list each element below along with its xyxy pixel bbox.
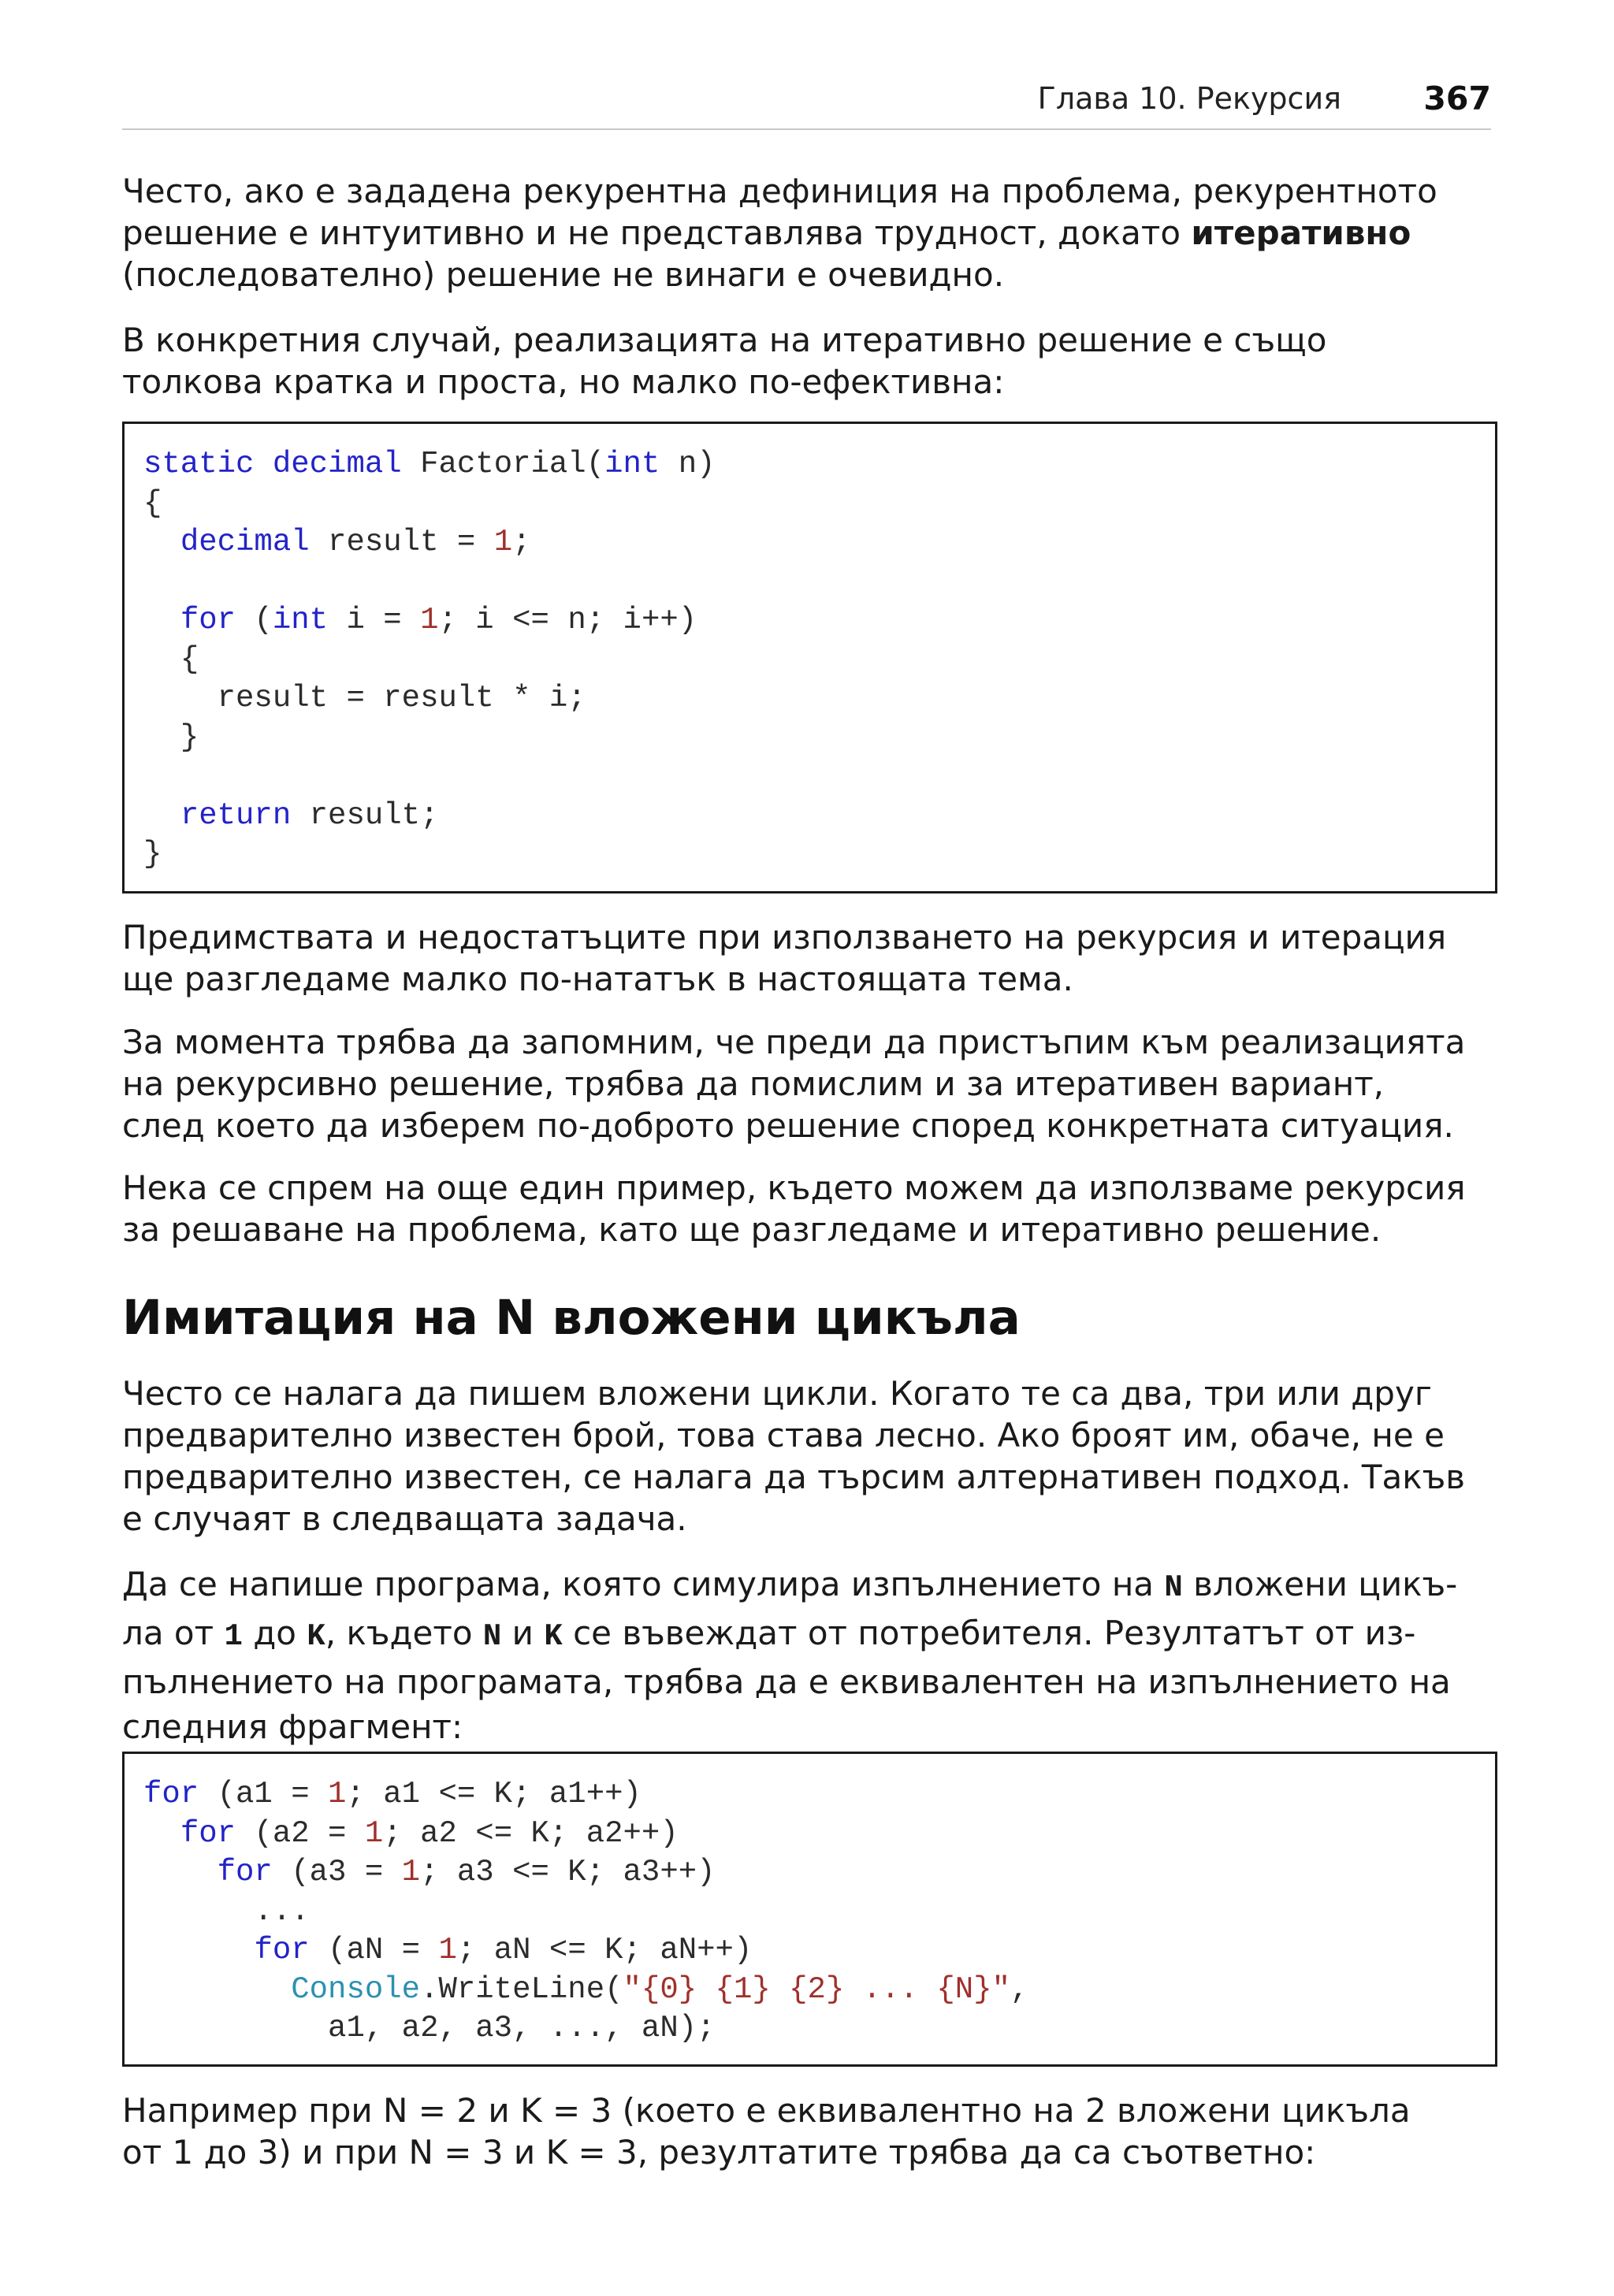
text-line: Например при N = 2 и K = 3 (което е еквивалентно на 2 вложени цикъла	[122, 2091, 1411, 2130]
paragraph-iterative-intro	[122, 319, 1491, 403]
chapter-title: Глава 10. Рекурсия	[1037, 81, 1341, 116]
code-line: {	[180, 641, 199, 677]
paragraph-nested-loops	[122, 1373, 1491, 1540]
code-block-factorial	[122, 422, 1497, 894]
text-line: Нека се спрем на още един пример, където можем да използваме рекурсия	[122, 1168, 1466, 1207]
text-line: В конкретния случай, реализацията на итеративно решение е също	[122, 321, 1327, 359]
text-line: Да се напише програма, която симулира изпълнението на N вложени цикъ-	[122, 1565, 1458, 1605]
paragraph-another-example	[122, 1167, 1491, 1250]
running-header	[122, 81, 1491, 130]
code-line: for (int i = 1; i <= n; i++)	[180, 603, 697, 637]
code-line: for (a2 = 1; a2 <= K; a2++)	[180, 1815, 679, 1851]
paragraph-task-statement	[122, 1562, 1491, 1749]
inline-code: N	[482, 1619, 502, 1654]
inline-code: K	[307, 1619, 325, 1654]
code-line: for (a3 = 1; a3 <= K; a3++)	[217, 1855, 716, 1889]
text-line: ла от 1 до K, където N и K се въвеждат от потребителя. Резултатът от из-	[122, 1614, 1416, 1654]
code-line: Console.WriteLine("{0} {1} {2} ... {N}",	[291, 1971, 1029, 2007]
code-line: }	[143, 837, 162, 871]
text-line: на рекурсивно решение, трябва да помислим и за итеративен вариант,	[122, 1064, 1385, 1103]
code-line: ...	[254, 1893, 310, 1929]
code-line: {	[143, 485, 162, 521]
code-listing	[143, 1775, 1028, 2049]
code-line: for (a1 = 1; a1 <= K; a1++)	[143, 1777, 642, 1811]
code-line: result = result * i;	[217, 681, 586, 715]
text-line: (последователно) решение не винаги е очевидно.	[122, 255, 1005, 294]
code-line: for (aN = 1; aN <= K; aN++)	[254, 1933, 753, 1967]
paragraph-pros-cons	[122, 916, 1491, 1000]
text-line: от 1 до 3) и при N = 3 и K = 3, резултатите трябва да са съответно:	[122, 2133, 1316, 2172]
text-line: толкова кратка и проста, но малко по-ефективна:	[122, 362, 1005, 401]
text-line: е случаят в следващата задача.	[122, 1499, 687, 1538]
text-line: Често, ако е зададена рекурентна дефиниция на проблема, рекурентното	[122, 172, 1437, 210]
code-line: decimal result = 1;	[180, 525, 531, 559]
inline-code: N	[1164, 1570, 1183, 1605]
code-block-nested-loops	[122, 1752, 1497, 2067]
bold-term-iterative: итеративно	[1191, 214, 1411, 252]
text-line: Често се налага да пишем вложени цикли. Когато те са два, три или друг	[122, 1374, 1432, 1413]
page-number: 367	[1423, 80, 1491, 117]
section-heading: Имитация на N вложени цикъла	[122, 1290, 1021, 1346]
inline-code: 1	[224, 1619, 243, 1654]
text-line: предварително известен, се налага да търсим алтернативен подход. Такъв	[122, 1458, 1466, 1496]
text-line: За момента трябва да запомним, че преди да пристъпим към реализацията	[122, 1023, 1466, 1061]
code-line: a1, a2, a3, ..., aN);	[328, 2011, 716, 2045]
code-line: return result;	[180, 797, 439, 833]
paragraph-remember	[122, 1021, 1491, 1146]
code-line: }	[180, 719, 199, 755]
text-line	[122, 212, 1491, 254]
code-line: static decimal Factorial(int n)	[143, 447, 716, 481]
inline-code: K	[544, 1619, 563, 1654]
text-line: ще разгледаме малко по-нататък в настоящата тема.	[122, 960, 1073, 998]
text-line: след което да изберем по-доброто решение според конкретната ситуация.	[122, 1106, 1454, 1145]
text-span: решение е интуитивно и не представлява трудност, докато	[122, 214, 1181, 252]
paragraph-example-results	[122, 2090, 1491, 2173]
text-line: за решаване на проблема, като ще разгледаме и итеративно решение.	[122, 1210, 1382, 1249]
text-line: Предимствата и недостатъците при използването на рекурсия и итерация	[122, 918, 1447, 957]
text-line: следния фрагмент:	[122, 1707, 463, 1746]
text-line: предварително известен брой, това става лесно. Ако броят им, обаче, не е	[122, 1416, 1445, 1455]
text-line: пълнението на програмата, трябва да е еквивалентен на изпълнението на	[122, 1663, 1451, 1701]
code-listing	[143, 445, 716, 875]
paragraph-recurrent-solution	[122, 170, 1491, 295]
